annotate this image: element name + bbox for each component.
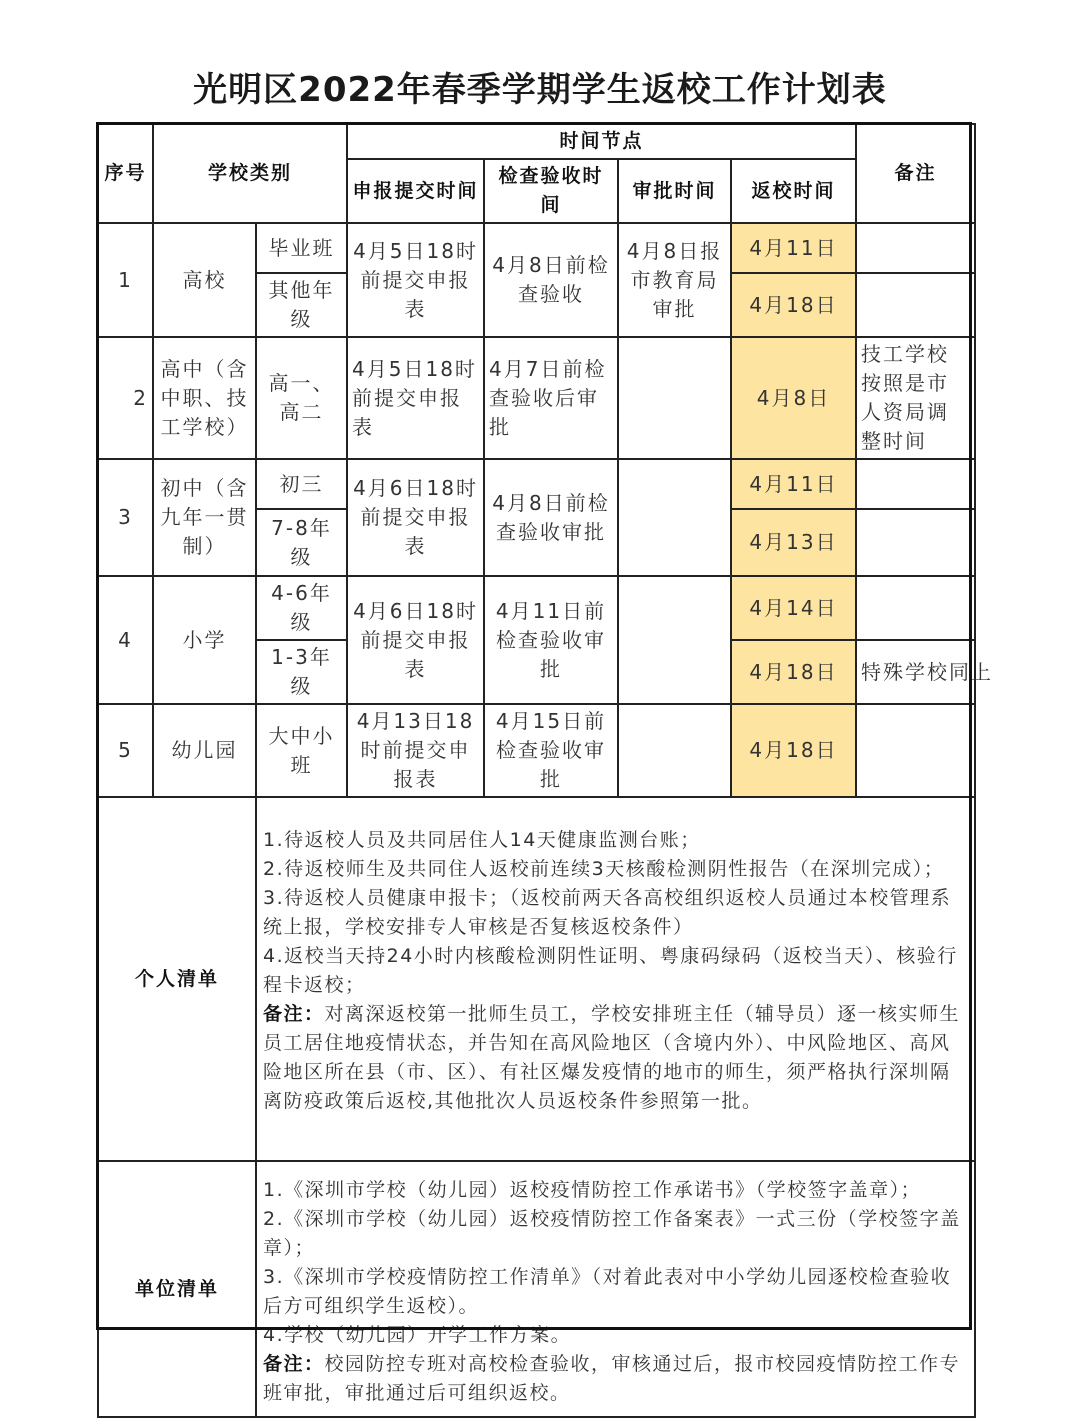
row-approve xyxy=(618,337,731,459)
header-approve-time: 审批时间 xyxy=(618,159,731,223)
row-seq: 3 xyxy=(98,459,153,576)
personal-list-label: 个人清单 xyxy=(98,797,256,1161)
row-remark xyxy=(856,576,975,640)
row-remark xyxy=(856,273,975,337)
list-item: 3.待返校人员健康申报卡；（返校前两天各高校组织返校人员通过本校管理系统上报，学校安排专人审核是否复核返校条件） xyxy=(263,887,952,938)
row-inspect: 4月11日前检查验收审批 xyxy=(484,576,618,704)
unit-list-label: 单位清单 xyxy=(98,1161,256,1417)
row-grade: 初三 xyxy=(256,459,347,509)
note-label: 备注： xyxy=(263,1003,325,1025)
header-inspect-time: 检查验收时间 xyxy=(484,159,618,223)
row-return-date: 4月18日 xyxy=(731,273,856,337)
list-item: 2.《深圳市学校（幼儿园）返校疫情防控工作备案表》一式三份（学校签字盖章）； xyxy=(263,1208,961,1259)
row-school-type: 初中（含九年一贯制） xyxy=(153,459,256,576)
note-label: 备注： xyxy=(263,1353,325,1375)
row-school-type: 高中（含中职、技工学校） xyxy=(153,337,256,459)
table-row xyxy=(98,576,975,640)
row-return-date: 4月18日 xyxy=(731,640,856,704)
row-school-type: 小学 xyxy=(153,576,256,704)
header-seq: 序号 xyxy=(98,124,153,223)
page-title: 光明区2022年春季学期学生返校工作计划表 xyxy=(193,70,887,110)
row-submit: 4月5日18时前提交申报表 xyxy=(347,223,484,337)
row-approve: 4月8日报市教育局审批 xyxy=(618,223,731,337)
row-remark xyxy=(856,223,975,273)
header-return-time: 返校时间 xyxy=(731,159,856,223)
row-inspect: 4月8日前检查验收审批 xyxy=(484,459,618,576)
list-note xyxy=(263,1350,970,1408)
unit-list-content xyxy=(256,1161,975,1417)
row-grade: 4-6年级 xyxy=(256,576,347,640)
list-note xyxy=(263,1000,970,1116)
row-return-date: 4月14日 xyxy=(731,576,856,640)
row-approve xyxy=(618,704,731,797)
list-item: 1.《深圳市学校（幼儿园）返校疫情防控工作承诺书》（学校签字盖章）； xyxy=(263,1179,922,1201)
row-remark xyxy=(856,459,975,509)
row-remark xyxy=(856,704,975,797)
row-approve xyxy=(618,459,731,576)
list-item: 1.待返校人员及共同居住人14天健康监测台账； xyxy=(263,829,701,851)
row-remark: 技工学校按照是市人资局调整时间 xyxy=(856,337,975,459)
row-seq: 2 xyxy=(98,337,153,459)
row-grade: 高一、高二 xyxy=(256,337,347,459)
header-remarks: 备注 xyxy=(856,124,975,223)
row-remark: 特殊学校同上 xyxy=(856,640,975,704)
row-approve xyxy=(618,576,731,704)
row-remark xyxy=(856,509,975,576)
row-submit: 4月5日18时前提交申报表 xyxy=(347,337,484,459)
list-item: 3.《深圳市学校疫情防控工作清单》（对着此表对中小学幼儿园逐校检查验收后方可组织学生返校）。 xyxy=(263,1266,952,1317)
note-text: 校园防控专班对高校检查验收，审核通过后，报市校园疫情防控工作专班审批，审批通过后可组织返校。 xyxy=(263,1353,961,1404)
header-time-nodes: 时间节点 xyxy=(347,124,856,159)
return-plan-table xyxy=(97,123,994,1418)
table-row xyxy=(98,704,975,797)
list-item: 2.待返校师生及共同住人返校前连续3天核酸检测阴性报告（在深圳完成）； xyxy=(263,858,945,880)
unit-list-row xyxy=(98,1161,975,1417)
row-school-type: 幼儿园 xyxy=(153,704,256,797)
row-return-date: 4月11日 xyxy=(731,223,856,273)
header-submit-time: 申报提交时间 xyxy=(347,159,484,223)
row-seq: 4 xyxy=(98,576,153,704)
row-return-date: 4月11日 xyxy=(731,459,856,509)
header-school-type: 学校类别 xyxy=(153,124,347,223)
personal-list-row xyxy=(98,797,975,1161)
list-item: 4.学校（幼儿园）开学工作方案。 xyxy=(263,1324,572,1346)
row-seq: 1 xyxy=(98,223,153,337)
row-submit: 4月6日18时前提交申报表 xyxy=(347,459,484,576)
row-grade: 1-3年级 xyxy=(256,640,347,704)
row-school-type: 高校 xyxy=(153,223,256,337)
table-row xyxy=(98,459,975,509)
table-row xyxy=(98,337,975,459)
row-seq: 5 xyxy=(98,704,153,797)
row-grade: 毕业班 xyxy=(256,223,347,273)
table-row xyxy=(98,223,975,273)
row-submit: 4月6日18时前提交申报表 xyxy=(347,576,484,704)
personal-list-content xyxy=(256,797,975,1161)
list-item: 4.返校当天持24小时内核酸检测阴性证明、粤康码绿码（返校当天）、核验行程卡返校； xyxy=(263,945,958,996)
row-return-date: 4月8日 xyxy=(731,337,856,459)
row-return-date: 4月13日 xyxy=(731,509,856,576)
row-inspect: 4月15日前检查验收审批 xyxy=(484,704,618,797)
note-text: 对离深返校第一批师生员工，学校安排班主任（辅导员）逐一核实师生员工居住地疫情状态，并告知在高风险地区（含境内外）、中风险地区、高风险地区所在县（市、区）、有社区爆发疫情的地市的师生，须严格执行深圳隔离防疫政策后返校,其他批次人员返校条件参照第一批。 xyxy=(263,1003,961,1112)
row-grade: 7-8年级 xyxy=(256,509,347,576)
row-submit: 4月13日18时前提交申报表 xyxy=(347,704,484,797)
header-row xyxy=(98,124,975,159)
row-grade: 其他年级 xyxy=(256,273,347,337)
row-return-date: 4月18日 xyxy=(731,704,856,797)
row-grade: 大中小班 xyxy=(256,704,347,797)
row-inspect: 4月8日前检查验收 xyxy=(484,223,618,337)
row-inspect: 4月7日前检查验收后审批 xyxy=(484,337,618,459)
